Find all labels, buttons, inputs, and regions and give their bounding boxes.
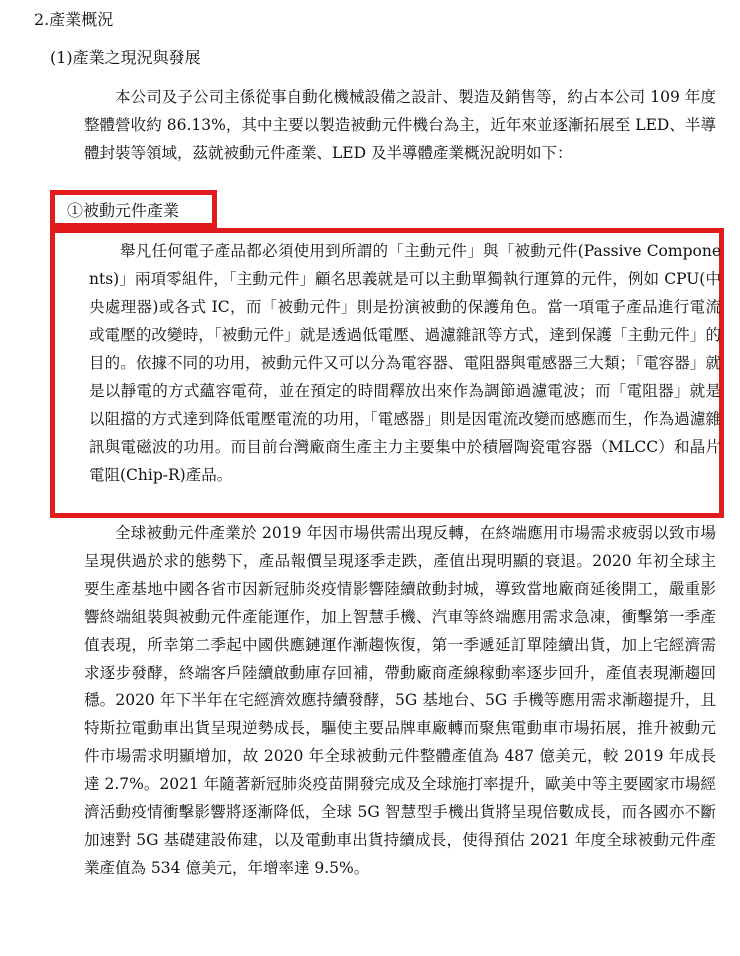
intro-paragraph: 本公司及子公司主係從事自動化機械設備之設計、製造及銷售等，約占本公司 109 年度整體營收約 86.13%，其中主要以製造被動元件機台為主，近年來並逐漸拓展至 LED、半導體封裝等領域，茲就被動元件產業、LED 及半導體產業概況說明如下： (84, 88, 716, 162)
section-heading: 2.產業概況 (34, 10, 114, 29)
passive-components-paragraph: 舉凡任何電子產品都必須使用到所謂的「主動元件」與「被動元件(Passive Components)」兩項零組件，「主動元件」顧名思義就是可以主動單獨執行運算的元件，例如 CPU(中央處理器)或各式 IC，而「被動元件」則是扮演被動的保護角色。當一項電子產品進行電流或電壓的改變時，「被動元件」就是透過低電壓、過濾雜訊等方式，達到保護「主動元件」的目的。依據不同的功用，被動元件又可以分為電容器、電阻器與電感器三大類；「電容器」就是以靜電的方式蘊容電荷，並在預定的時間釋放出來作為調節過濾電波；而「電阻器」就是以阻擋的方式達到降低電壓電流的功用，「電感器」則是因電流改變而感應而生，作為過濾雜訊與電磁波的功用。而目前台灣廠商生產主力主要集中於積層陶瓷電容器（MLCC）和晶片電阻(Chip-R)產品。 (89, 242, 721, 484)
passive-components-title: ①被動元件產業 (67, 201, 180, 220)
passive-body-highlight-box (50, 228, 724, 518)
passive-title-highlight-box (50, 190, 217, 228)
section-subheading: (1)產業之現況與發展 (50, 48, 201, 67)
global-market-paragraph: 全球被動元件產業於 2019 年因市場供需出現反轉，在終端應用市場需求疲弱以致市場呈現供過於求的態勢下，產品報價呈現逐季走跌，產值出現明顯的衰退。2020 年初全球主要生產基地中國各省市因新冠肺炎疫情影響陸續啟動封城，導致當地廠商延後開工，嚴重影響終端組裝與被動元件產能運作，加上智慧手機、汽車等終端應用需求急凍，衝擊第一季產值表現，所幸第二季起中國供應鏈運作漸趨恢復，第一季遞延訂單陸續出貨，加上宅經濟需求逐步發酵，終端客戶陸續啟動庫存回補，帶動廠商產線稼動率逐步回升，產值表現漸趨回穩。2020 年下半年在宅經濟效應持續發酵，5G 基地台、5G 手機等應用需求漸趨提升，且特斯拉電動車出貨呈現逆勢成長，驅使主要品牌車廠轉而聚焦電動車市場拓展，推升被動元件市場需求明顯增加，故 2020 年全球被動元件整體產值為 487 億美元，較 2019 年成長達 2.7%。2021 年隨著新冠肺炎疫苗開發完成及全球施打率提升，歐美中等主要國家市場經濟活動疫情衝擊影響將逐漸降低，全球 5G 智慧型手機出貨將呈現倍數成長，而各國亦不斷加速對 5G 基礎建設佈建，以及電動車出貨持續成長，使得預估 2021 年度全球被動元件產業產值為 534 億美元，年增率達 9.5%。 (84, 524, 716, 877)
